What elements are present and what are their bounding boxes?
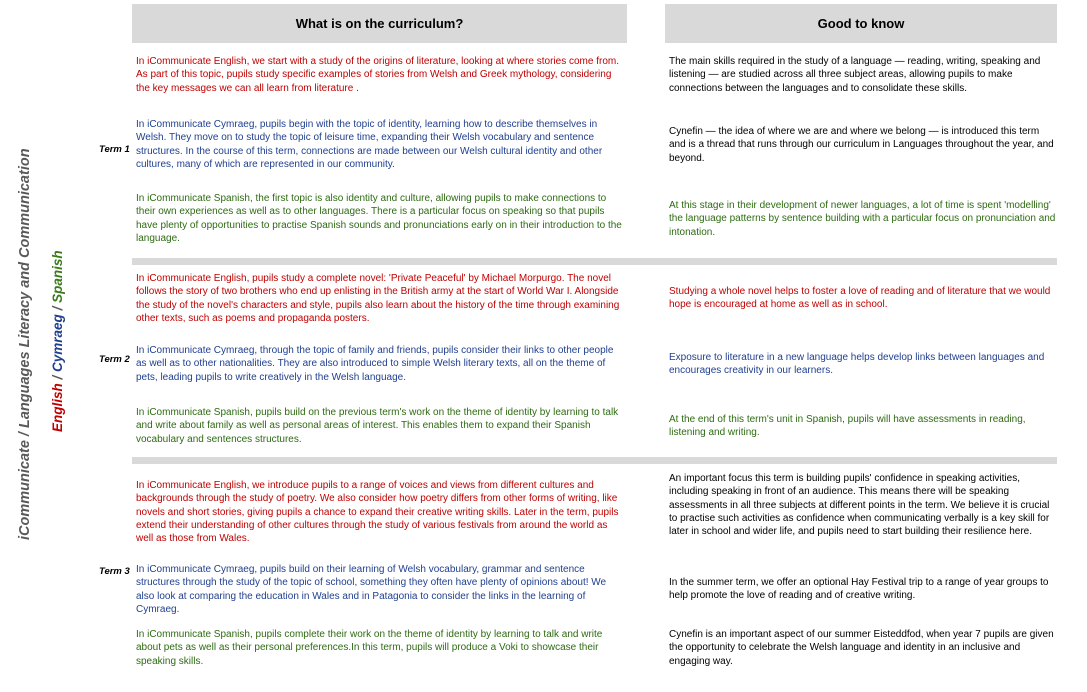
term-1-spanish: In iCommunicate Spanish, the first topic is also identity and culture, allowing pupils to make connections to their own experiences as well as to other languages. There is a particular focus on speaking so that pupils have plenty of opportunities to practise Spanish sounds and pronunciations early on in their introduction to the language. <box>136 193 622 244</box>
term-2-spanish: In iCommunicate Spanish, pupils build on the previous term's work on the theme of identity by learning to talk and write about family as well as personal areas of interest. This enables them to expand their Spanish vocabulary and sentences structures. <box>136 407 619 445</box>
term-2-cymraeg: In iCommunicate Cymraeg, through the topic of family and friends, pupils consider their links to other people as well as to other nationalities. They are also introduced to simple Welsh literary texts, all on the theme of pets, leading pupils to write creatively in the Welsh language. <box>136 345 614 383</box>
term-3-note-3: Cynefin is an important aspect of our summer Eisteddfod, when year 7 pupils are given the opportunity to celebrate the Welsh language and identity in an inclusive and engaging way. <box>669 629 1054 667</box>
subtitle-spanish: Spanish <box>50 250 65 303</box>
term-2-note-1: Studying a whole novel helps to foster a love of reading and of literature that we would hope is encouraged at home as well as in school. <box>669 286 1051 311</box>
term-1-note-3: At this stage in their development of newer languages, a lot of time is spent 'modelling' the language patterns by sentence building with a particular focus on pronunciation and intonation. <box>669 200 1056 238</box>
term-1-note-1: The main skills required in the study of a language — reading, writing, speaking and listening — are studied across all three subject areas, allowing pupils to make connections between the languages and to consolidate these skills. <box>669 56 1041 94</box>
header-curriculum: What is on the curriculum? <box>132 4 627 43</box>
term-2-note-2: Exposure to literature in a new language helps develop links between languages and encourages creativity in our learners. <box>669 352 1045 377</box>
term-2-note-3: At the end of this term's unit in Spanish, pupils will have assessments in reading, listening and writing. <box>669 414 1026 439</box>
subtitle-english: English <box>50 383 65 432</box>
term-3-note-1: An important focus this term is building pupils' confidence in speaking activities, including speaking in front of an audience. This means there will be speaking assessments in all three subjects at different points in the term. We believe it is crucial to practise such activities as confidence when communicating verbally is a key skill for later in school and wider life, and pupils need to start building their resilience here. <box>669 473 1050 538</box>
subtitle-slash-2: / <box>50 302 65 315</box>
term-1-cymraeg: In iCommunicate Cymraeg, pupils begin with the topic of identity, learning how to describe themselves in Welsh. They move on to study the topic of leisure time, expanding their Welsh vocabulary and sentence structures. In the course of this term, connections are made between our Welsh cultural identity and other cultures, many of which are represented in our community. <box>136 119 603 170</box>
term-3-english: In iCommunicate English, we introduce pupils to a range of voices and views from different cultures and backgrounds through the study of poetry. We also consider how poetry differs from other forms of writing, like novels and short stories, giving pupils a chance to expand their creative writing skills. Later in the term, pupils extend their understanding of other cultures through the study of various festivals from around the world as well as those from Wales. <box>136 480 619 545</box>
term-1-english: In iCommunicate English, we start with a study of the origins of literature, looking at where stories come from. As part of this topic, pupils study specific examples of stories from Welsh and Greek mythology, considering the key messages we can all learn from literature . <box>136 56 619 94</box>
subtitle-cymraeg: Cymraeg <box>50 314 65 372</box>
term-3-spanish: In iCommunicate Spanish, pupils complete their work on the theme of identity by learning to talk and write about pets as well as their personal preferences.In this term, pupils will produce a Voki to showcase their speaking skills. <box>136 629 603 667</box>
term-separator <box>132 258 1057 265</box>
side-title <box>17 145 47 540</box>
side-subtitle <box>50 250 75 432</box>
term-1-note-2: Cynefin — the idea of where we are and where we belong — is introduced this term and is a thread that runs through our curriculum in Languages throughout the year, and beyond. <box>669 126 1054 164</box>
term-separator <box>132 457 1057 464</box>
term-3-note-2: In the summer term, we offer an optional Hay Festival trip to a range of year groups to help promote the love of reading and of creative writing. <box>669 577 1049 602</box>
term-2-english: In iCommunicate English, pupils study a complete novel: 'Private Peaceful' by Michael Morpurgo. The novel follows the story of two brothers who end up enlisting in the British army at the start of World War I. Alongside the study of the novel's characters and style, pupils also learn about the history of the time through examining other texts, such as poems and propaganda posters. <box>136 273 620 324</box>
term-3-label: Term 3 <box>99 566 130 577</box>
term-3-cymraeg: In iCommunicate Cymraeg, pupils build on their learning of Welsh vocabulary, grammar and sentence structures through the study of the topic of school, something they often have plenty of opinions about! We also look at comparing the education in Wales and in Patagonia to consider the links in the learning of Cymraeg. <box>136 564 607 615</box>
term-2-label: Term 2 <box>99 354 130 365</box>
side-title-text: iCommunicate / Languages Literacy and Communication <box>17 148 33 540</box>
subtitle-slash: / <box>50 371 65 384</box>
term-1-label: Term 1 <box>99 144 130 155</box>
header-good-to-know: Good to know <box>665 4 1057 43</box>
